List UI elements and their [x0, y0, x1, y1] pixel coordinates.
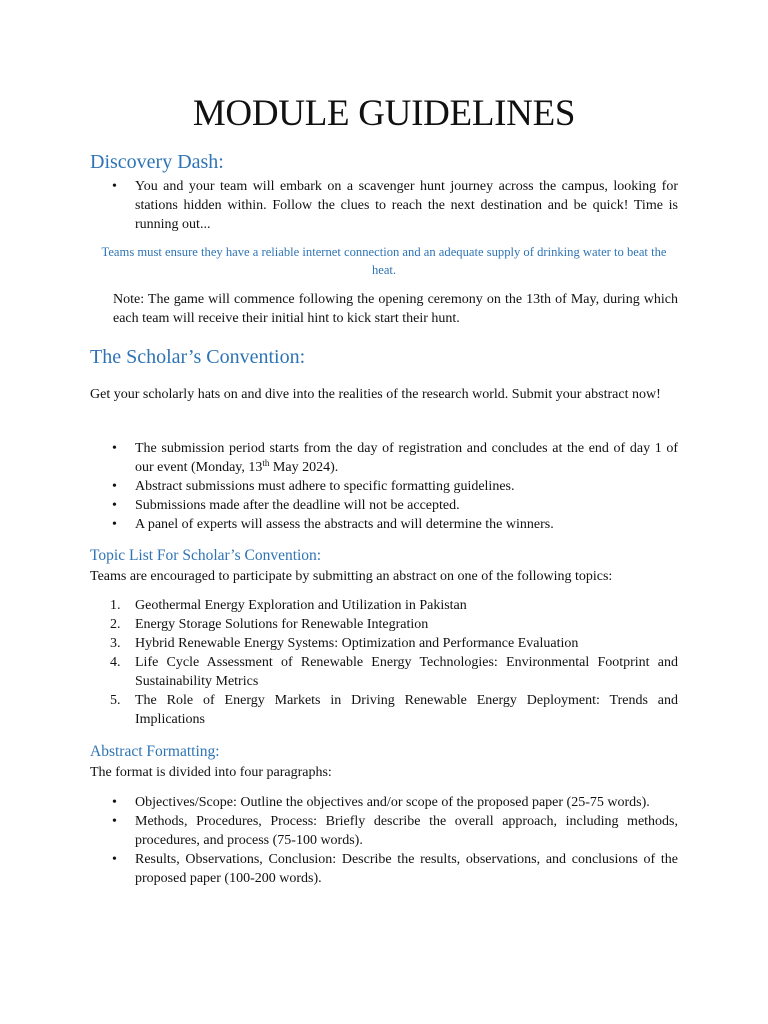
bullet-marker: •	[112, 498, 117, 513]
topic-list	[90, 596, 678, 729]
list-item: • Methods, Procedures, Process: Briefly describe the overall approach, including methods, procedures, and process (75-100 words).	[112, 814, 678, 848]
discovery-dash-start-note: Note: The game will commence following the opening ceremony on the 13th of May, during which each team will receive their initial hint to kick start their hunt.	[113, 292, 678, 326]
discovery-dash-heading: Discovery Dash:	[90, 151, 224, 173]
list-item: • Abstract submissions must adhere to specific formatting guidelines.	[112, 479, 515, 494]
abstract-formatting-bullets	[90, 793, 678, 888]
bullet-marker: •	[112, 814, 117, 829]
abstract-formatting-intro: The format is divided into four paragraphs:	[90, 765, 332, 780]
bullet-marker: •	[112, 179, 117, 194]
page-title: MODULE GUIDELINES	[192, 93, 576, 134]
list-item: 5. The Role of Energy Markets in Driving Renewable Energy Deployment: Trends and Implications	[110, 693, 678, 727]
list-item: • Submissions made after the deadline will not be accepted.	[112, 498, 460, 513]
list-item: • Objectives/Scope: Outline the objectives and/or scope of the proposed paper (25-75 words).	[112, 795, 650, 810]
list-item: 2. Energy Storage Solutions for Renewable Integration	[110, 617, 429, 632]
list-item: • Results, Observations, Conclusion: Describe the results, observations, and conclusions of the proposed paper (100-200 words).	[112, 852, 678, 886]
discovery-dash-bullets	[90, 177, 678, 234]
bullet-marker: •	[112, 441, 117, 456]
topic-list-heading: Topic List For Scholar’s Convention:	[90, 547, 322, 564]
list-item: 4. Life Cycle Assessment of Renewable Energy Technologies: Environmental Footprint and Sustainability Metrics	[110, 655, 678, 689]
scholars-convention-heading: The Scholar’s Convention:	[90, 346, 306, 368]
list-item: • The submission period starts from the day of registration and concludes at the end of day 1 of our event (Monday, 13th May 2024).	[112, 441, 678, 475]
list-item: 1. Geothermal Energy Exploration and Utilization in Pakistan	[110, 598, 467, 613]
scholars-convention-bullets	[90, 439, 678, 534]
topic-list-intro: Teams are encouraged to participate by submitting an abstract on one of the following topics:	[90, 569, 613, 584]
list-item: • A panel of experts will assess the abstracts and will determine the winners.	[112, 517, 554, 532]
bullet-marker: •	[112, 517, 117, 532]
list-item: 3. Hybrid Renewable Energy Systems: Optimization and Performance Evaluation	[110, 636, 579, 651]
bullet-marker: •	[112, 852, 117, 867]
discovery-dash-requirement-note: Teams must ensure they have a reliable internet connection and an adequate supply of drinking water to beat the heat.	[101, 245, 667, 277]
scholars-convention-intro: Get your scholarly hats on and dive into the realities of the research world. Submit your abstract now!	[90, 387, 661, 402]
bullet-marker: •	[112, 795, 117, 810]
list-item: • You and your team will embark on a scavenger hunt journey across the campus, looking for stations hidden within. Follow the clues to reach the next destination and be quick! Time is running out...	[112, 179, 678, 232]
abstract-formatting-heading: Abstract Formatting:	[90, 743, 220, 760]
bullet-marker: •	[112, 479, 117, 494]
